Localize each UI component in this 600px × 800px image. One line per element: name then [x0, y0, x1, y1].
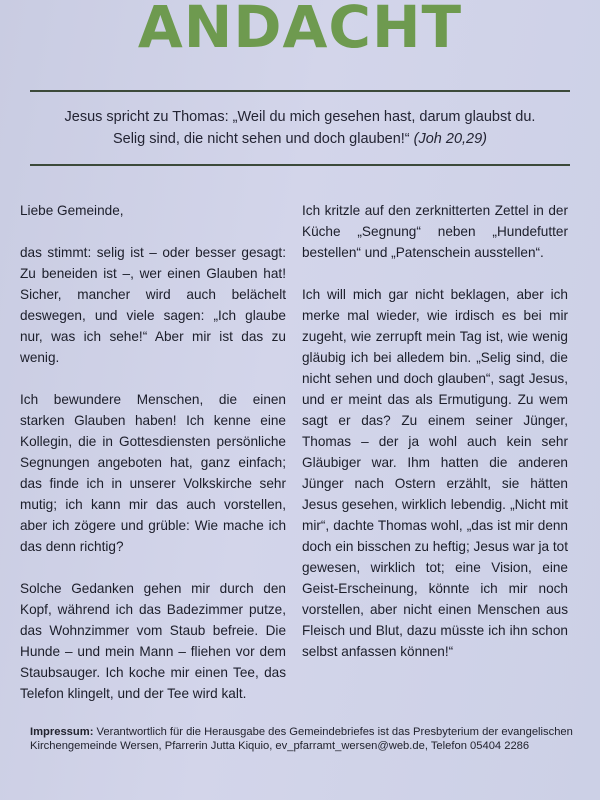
divider-bottom: [30, 164, 570, 166]
verse-line-2: Selig sind, die nicht sehen und doch glauben!“: [112, 131, 410, 147]
divider-top: [30, 90, 570, 92]
paragraph: das stimmt: selig ist – oder besser gesagt: Zu beneiden ist –, wer einen Glauben hat! Sicher, mancher wird auch belächelt deswegen, und viele sagen: „Ich glaube nur, was ich sehe!“ Aber mir ist das zu wenig.: [20, 245, 286, 365]
imprint: [30, 726, 575, 753]
salutation: Liebe Gemeinde,: [20, 203, 124, 218]
paragraph: Ich will mich gar nicht beklagen, aber ich merke mal wieder, wie irdisch es bei mir zugeht, wie zerrupft mein Tag ist, wie wenig gläubig ich bei alledem bin. „Selig sind, die nicht sehen und doch glauben“, sagt Jesus, und er meint das als Ermutigung. Zu wem sagt er das? Zu einem seiner Jünger, Thomas – der ja wohl auch kein sehr Gläubiger war. Ihm hatten die anderen Jünger nach Ostern erzählt, sie hätten Jesus gesehen, wirklich lebendig. „Nicht mit mir“, dachte Thomas wohl, „das ist mir denn doch ein bisschen zu heftig; Jesus war ja tot gewesen, wirklich tot; eine Vision, eine Geist-Erscheinung, könnte ich mir noch vorstellen, aber nicht einen Menschen aus Fleisch und Blut, dazu müsste ich ihn schon selbst anfassen können!“: [302, 287, 568, 659]
page-title: ANDACHT: [137, 0, 463, 61]
imprint-text: Verantwortlich für die Herausgabe des Gemeindebriefes ist das Presbyterium der evangelischen Kirchengemeinde Wersen, Pfarrerin Jutta Kiquio, ev_pfarramt_wersen@web.de, Telefon 05404 2286: [30, 726, 573, 752]
paragraph: Solche Gedanken gehen mir durch den Kopf, während ich das Badezimmer putze, das Wohnzimmer vom Staub befreie. Die Hunde – und mein Mann – fliehen vor dem Staubsauger. Ich koche mir einen Tee, das Telefon klingelt, und der Tee wird kalt.: [20, 581, 286, 701]
verse-line-1: Jesus spricht zu Thomas: „Weil du mich gesehen hast, darum glaubst du.: [64, 109, 536, 125]
verse-reference: (Joh 20,29): [413, 131, 488, 147]
right-column: [302, 200, 568, 683]
paragraph: Ich kritzle auf den zerknitterten Zettel in der Küche „Segnung“ neben „Hundefutter bestellen“ und „Patenschein ausstellen“.: [302, 203, 568, 260]
imprint-label: Impressum:: [30, 726, 94, 738]
left-column: [20, 200, 286, 725]
bible-verse: [20, 106, 580, 150]
paragraph: Ich bewundere Menschen, die einen starken Glauben haben! Ich kenne eine Kollegin, die in Gottesdiensten persönliche Segnungen angeboten hat, ganz einfach; das finde ich in unserer Volkskirche sehr mutig; ich kann mir das auch vorstellen, aber ich zögere und grüble: Wie mache ich das denn richtig?: [20, 392, 286, 554]
